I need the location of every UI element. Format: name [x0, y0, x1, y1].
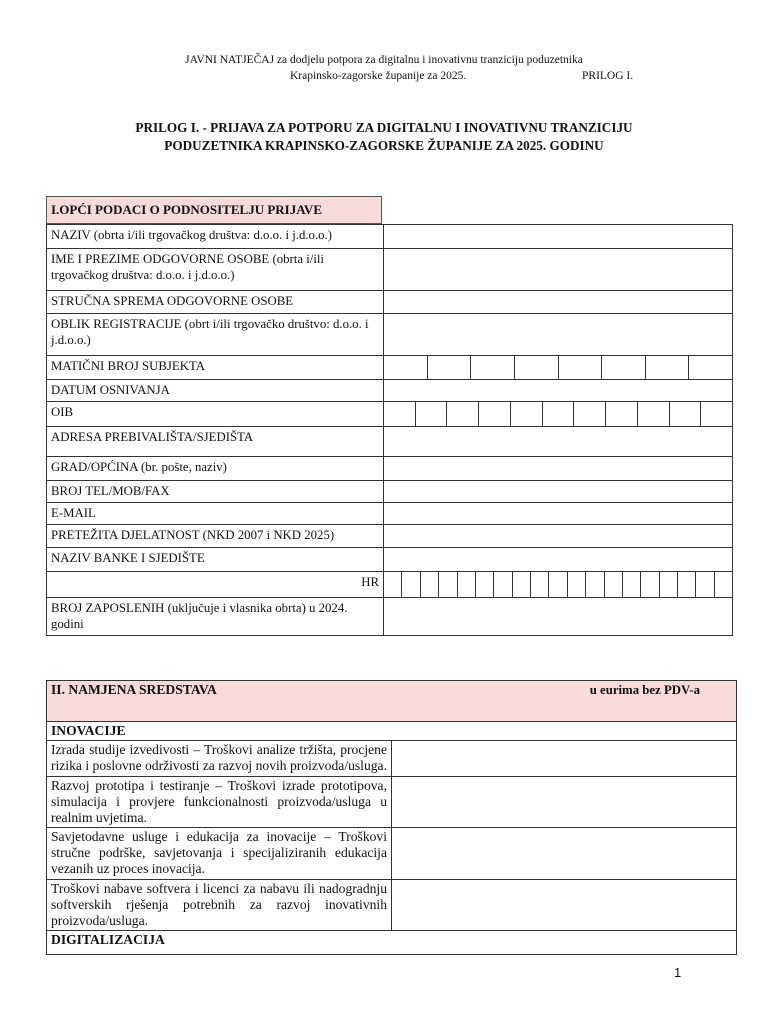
row-banka: [47, 548, 733, 572]
field-label: IME I PREZIME ODGOVORNE OSOBE (obrta i/ili trgovačkog društva: d.o.o. i j.d.o.o.): [47, 249, 384, 291]
section1-heading: I.OPĆI PODACI O PODNOSITELJU PRIJAVE: [46, 196, 382, 224]
page-number: 1: [674, 965, 682, 980]
cost-item-description: Savjetodavne usluge i edukacija za inovacije – Troškovi stručne podrške, savjetovanja i specijaliziranih edukacija vezanih uz proces inovacija.: [47, 828, 392, 880]
amount-input[interactable]: [392, 777, 737, 828]
amount-input[interactable]: [392, 828, 737, 880]
header-line1: JAVNI NATJEČAJ za dodjelu potpora za digitalnu i inovativnu tranziciju poduzetnika: [185, 54, 583, 66]
row-broj-zaposlenih: [47, 598, 733, 636]
broj-zaposlenih-input[interactable]: [384, 598, 733, 636]
amount-input[interactable]: [392, 880, 737, 931]
field-label: ADRESA PREBIVALIŠTA/SJEDIŠTA: [47, 427, 384, 457]
field-label: BROJ ZAPOSLENIH (uključuje i vlasnika obrta) u 2024. godini: [47, 598, 384, 636]
row-maticni-broj: [47, 356, 733, 380]
strucna-sprema-input[interactable]: [384, 291, 733, 314]
subheading-digitalizacija: DIGITALIZACIJA: [47, 931, 737, 955]
row-grad-opcina: [47, 457, 733, 481]
field-label: MATIČNI BROJ SUBJEKTA: [47, 356, 384, 380]
row-oib: [47, 402, 733, 427]
email-input[interactable]: [384, 503, 733, 525]
cost-item-row: [47, 741, 737, 777]
oib-input[interactable]: [384, 402, 733, 427]
naziv-input[interactable]: [384, 225, 733, 249]
header-county: Krapinsko-zagorske županije za 2025.: [290, 70, 467, 82]
cost-item-row: [47, 777, 737, 828]
row-naziv: [47, 225, 733, 249]
row-email: [47, 503, 733, 525]
section2-heading: [47, 681, 737, 722]
field-label: BROJ TEL/MOB/FAX: [47, 481, 384, 503]
datum-osnivanja-input[interactable]: [384, 380, 733, 402]
row-oblik-registracije: [47, 314, 733, 356]
row-ime-prezime: [47, 249, 733, 291]
cost-item-description: Razvoj prototipa i testiranje – Troškovi izrade prototipova, simulacija i provjere funkcionalnosti proizvoda/usluga u realnim uvjetima.: [47, 777, 392, 828]
iban-prefix-label: HR: [47, 572, 384, 598]
cost-item-row: [47, 880, 737, 931]
header-prilog: PRILOG I.: [582, 70, 634, 82]
maticni-broj-input[interactable]: [384, 356, 733, 380]
row-iban: [47, 572, 733, 598]
row-djelatnost: [47, 525, 733, 548]
page-title: [0, 119, 768, 155]
oblik-registracije-input[interactable]: [384, 314, 733, 356]
row-datum-osnivanja: [47, 380, 733, 402]
row-strucna-sprema: [47, 291, 733, 314]
field-label: OIB: [47, 402, 384, 427]
adresa-input[interactable]: [384, 427, 733, 457]
section2-table: [46, 680, 737, 955]
page-title-line2: PODUZETNIKA KRAPINSKO-ZAGORSKE ŽUPANIJE ZA 2025. GODINU: [164, 138, 604, 153]
field-label: NAZIV BANKE I SJEDIŠTE: [47, 548, 384, 572]
section2-title: II. NAMJENA SREDSTAVA: [51, 682, 217, 697]
field-label: OBLIK REGISTRACIJE (obrt i/ili trgovačko društvo: d.o.o. i j.d.o.o.): [47, 314, 384, 356]
subheading-inovacije: INOVACIJE: [47, 722, 737, 741]
cost-item-description: Troškovi nabave softvera i licenci za nabavu ili nadogradnju softverskih rješenja potrebnih za razvoj inovativnih proizvoda/usluga.: [47, 880, 392, 931]
banka-input[interactable]: [384, 548, 733, 572]
field-label: GRAD/OPĆINA (br. pošte, naziv): [47, 457, 384, 481]
field-label: E-MAIL: [47, 503, 384, 525]
grad-opcina-input[interactable]: [384, 457, 733, 481]
section2-heading-row: [47, 681, 737, 722]
row-adresa: [47, 427, 733, 457]
subheading-inovacije-row: [47, 722, 737, 741]
field-label: PRETEŽITA DJELATNOST (NKD 2007 i NKD 2025): [47, 525, 384, 548]
field-label: NAZIV (obrta i/ili trgovačkog društva: d.o.o. i j.d.o.o.): [47, 225, 384, 249]
field-label: STRUČNA SPREMA ODGOVORNE OSOBE: [47, 291, 384, 314]
cost-item-description: Izrada studije izvedivosti – Troškovi analize tržišta, procjene rizika i poslovne održivosti za razvoj novih proizvoda/usluga.: [47, 741, 392, 777]
djelatnost-input[interactable]: [384, 525, 733, 548]
iban-input[interactable]: [384, 572, 733, 598]
telefon-input[interactable]: [384, 481, 733, 503]
row-telefon: [47, 481, 733, 503]
subheading-digitalizacija-row: [47, 931, 737, 955]
section1-table: [46, 224, 733, 636]
amount-input[interactable]: [392, 741, 737, 777]
field-label: DATUM OSNIVANJA: [47, 380, 384, 402]
cost-item-row: [47, 828, 737, 880]
page-title-line1: PRILOG I. - PRIJAVA ZA POTPORU ZA DIGITALNU I INOVATIVNU TRANZICIJU: [135, 120, 633, 135]
currency-note: u eurima bez PDV-a: [589, 683, 700, 697]
ime-prezime-input[interactable]: [384, 249, 733, 291]
